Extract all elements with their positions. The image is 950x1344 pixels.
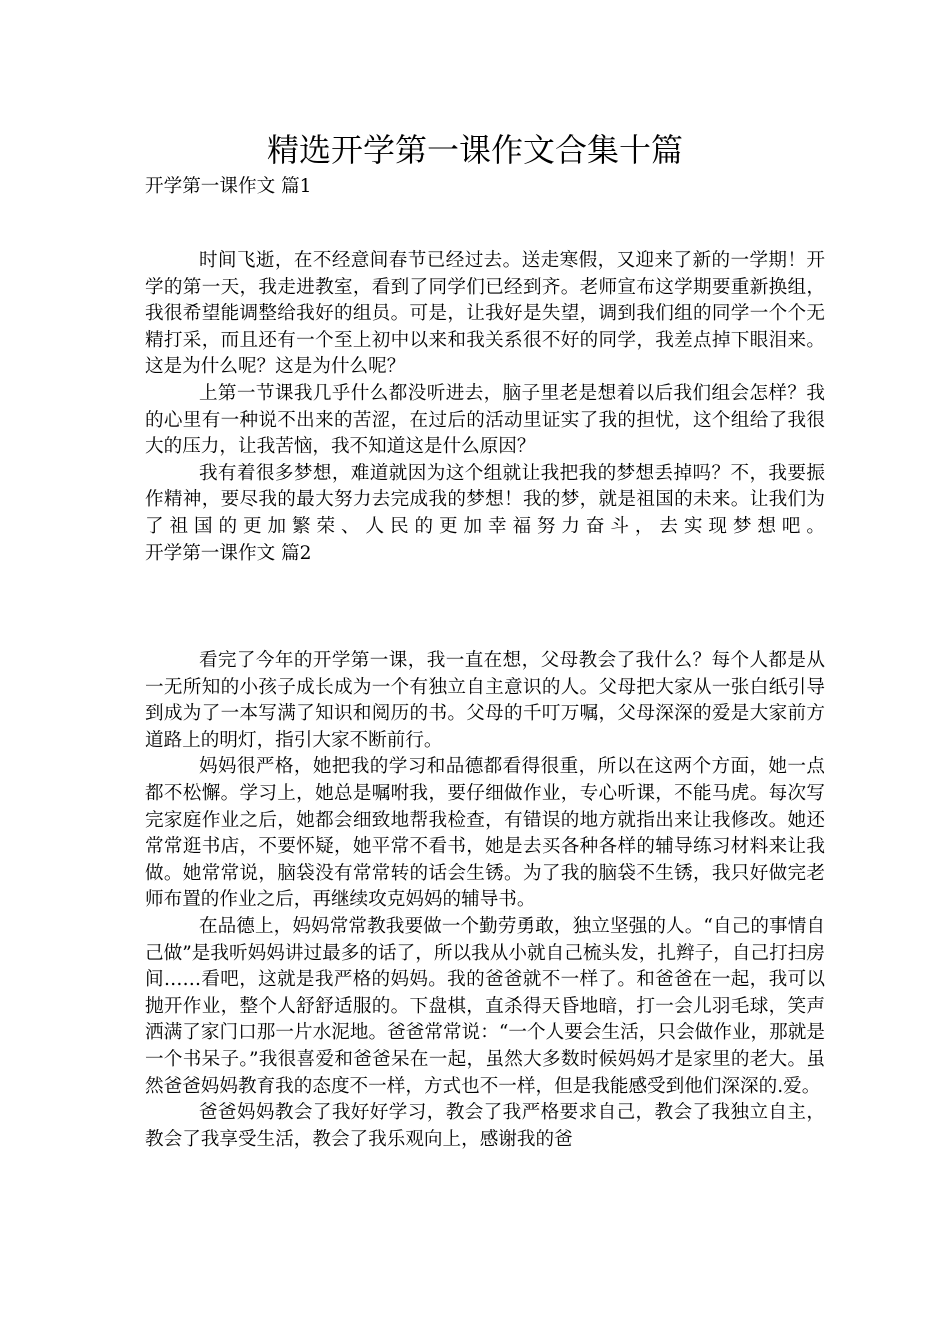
section-heading-2: 开学第一课作文 篇2	[145, 542, 312, 564]
paragraph	[145, 461, 825, 567]
paragraph-text: 我有着很多梦想，难道就因为这个组就让我把我的梦想丢掉吗？不，我要振作精神，要尽我的最大努力去完成我的梦想！我的梦，就是祖国的未来。让我们为了祖国的更加繁荣、人民的更加幸福努力奋斗，去实现梦想吧。	[145, 462, 825, 537]
paragraph: 看完了今年的开学第一课，我一直在想，父母教会了我什么？每个人都是从一无所知的小孩子成长成为一个有独立自主意识的人。父母把大家从一张白纸引导到成为了一本写满了知识和阅历的书。父母的千叮万嘱，父母深深的爱是大家前方道路上的明灯，指引大家不断前行。	[145, 650, 825, 751]
section-2-body	[145, 648, 825, 1153]
section-heading-1: 开学第一课作文 篇1	[145, 176, 312, 197]
paragraph: 妈妈很严格，她把我的学习和品德都看得很重，所以在这两个方面，她一点都不松懈。学习上，她总是嘱咐我，要仔细做作业，专心听课，不能马虎。每次写完家庭作业之后，她都会细致地帮我检查，有错误的地方就指出来让我修改。她还常常逛书店，不要怀疑，她平常不看书，她是去买各种各样的辅导练习材料来让我做。她常常说，脑袋没有常常转的话会生锈。为了我的脑袋不生锈，我只好做完老师布置的作业之后，再继续攻克妈妈的辅导书。	[145, 756, 825, 911]
paragraph: 在品德上，妈妈常常教我要做一个勤劳勇敢，独立坚强的人。“自己的事情自己做”是我听妈妈讲过最多的话了，所以我从小就自己梳头发，扎辫子，自己打扫房间……看吧，这就是我严格的妈妈。我的爸爸就不一样了。和爸爸在一起，我可以抛开作业，整个人舒舒适服的。下盘棋，直杀得天昏地暗，打一会儿羽毛球，笑声洒满了家门口那一片水泥地。爸爸常常说：“一个人要会生活，只会做作业，那就是一个书呆子。”我很喜爱和爸爸呆在一起，虽然大多数时候妈妈才是家里的老大。虽然爸爸妈妈教育我的态度不一样，方式也不一样，但是我能感受到他们深深的.爱。	[145, 915, 825, 1097]
section-1-body	[145, 248, 825, 567]
paragraph: 时间飞逝，在不经意间春节已经过去。送走寒假，又迎来了新的一学期！开学的第一天，我走进教室，看到了同学们已经到齐。老师宣布这学期要重新换组，我很希望能调整给我好的组员。可是，让我好是失望，调到我们组的同学一个个无精打采，而且还有一个至上初中以来和我关系很不好的同学，我差点掉下眼泪来。这是为什么呢？这是为什么呢？	[145, 250, 825, 378]
paragraph: 上第一节课我几乎什么都没听进去，脑子里老是想着以后我们组会怎样？我的心里有一种说不出来的苦涩，在过后的活动里证实了我的担忧，这个组给了我很大的压力，让我苦恼，我不知道这是什么原因？	[145, 382, 825, 458]
document-title: 精选开学第一课作文合集十篇	[266, 131, 683, 169]
paragraph: 爸爸妈妈教会了我好好学习，教会了我严格要求自己，教会了我独立自主，教会了我享受生活，教会了我乐观向上，感谢我的爸	[145, 1102, 825, 1150]
